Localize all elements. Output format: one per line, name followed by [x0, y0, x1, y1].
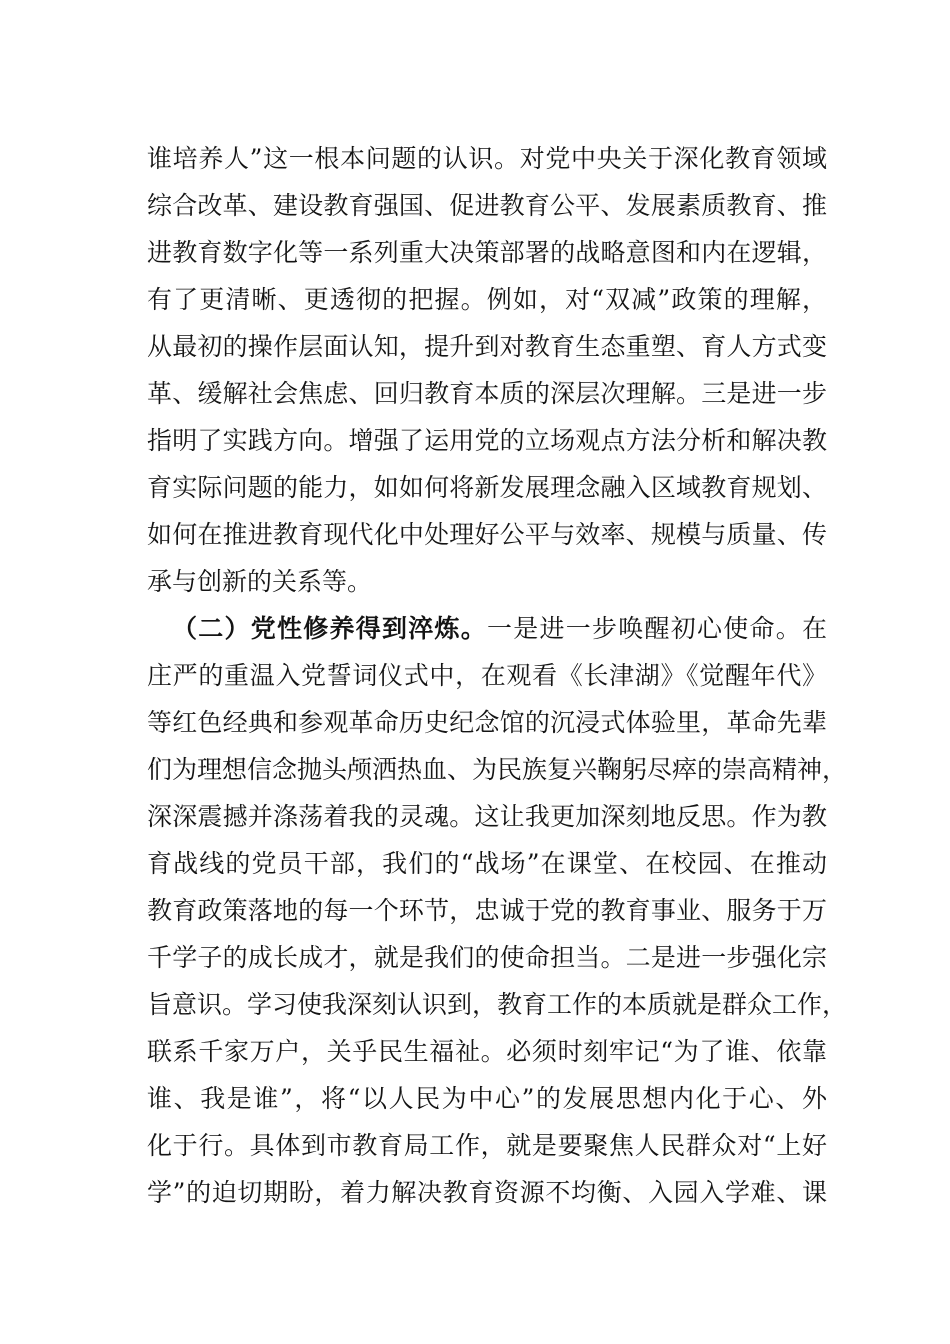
- text-line: 们为理想信念抛头颅洒热血、为民族复兴鞠躬尽瘁的崇高精神，: [147, 755, 848, 784]
- text-line: 有了更清晰、更透彻的把握。例如，对“双减”政策的理解，: [147, 285, 827, 314]
- text-line: 谁培养人”这一根本问题的认识。对党中央关于深化教育领域: [147, 144, 827, 173]
- text-line: 承与创新的关系等。: [147, 567, 373, 596]
- text-line: 育战线的党员干部，我们的“战场”在课堂、在校园、在推动: [147, 849, 827, 878]
- text-line: 进教育数字化等一系列重大决策部署的战略意图和内在逻辑，: [147, 238, 827, 267]
- text-line: 育实际问题的能力，如如何将新发展理念融入区域教育规划、: [147, 473, 827, 502]
- section-heading: （二）党性修养得到淬炼。: [172, 614, 487, 643]
- text-line: 千学子的成长成才，就是我们的使命担当。二是进一步强化宗: [147, 943, 827, 972]
- text-line: 等红色经典和参观革命历史纪念馆的沉浸式体验里，革命先辈: [147, 708, 827, 737]
- text-line: 如何在推进教育现代化中处理好公平与效率、规模与质量、传: [147, 520, 827, 549]
- text-line: 教育政策落地的每一个环节，忠诚于党的教育事业、服务于万: [147, 896, 827, 925]
- text-line: 化于行。具体到市教育局工作，就是要聚焦人民群众对“上好: [147, 1131, 827, 1160]
- text-line: 庄严的重温入党誓词仪式中，在观看《长津湖》《觉醒年代》: [147, 661, 827, 690]
- section-heading-line: [172, 610, 827, 648]
- text-line: 指明了实践方向。增强了运用党的立场观点方法分析和解决教: [147, 426, 827, 455]
- text-line: 综合改革、建设教育强国、促进教育公平、发展素质教育、推: [147, 191, 827, 220]
- text-line: 谁、我是谁”，将“以人民为中心”的发展思想内化于心、外: [147, 1084, 827, 1113]
- text-line: 旨意识。学习使我深刻认识到，教育工作的本质就是群众工作，: [147, 990, 848, 1019]
- text-line: 联系千家万户，关乎民生福祉。必须时刻牢记“为了谁、依靠: [147, 1037, 827, 1066]
- text-line: 从最初的操作层面认知，提升到对教育生态重塑、育人方式变: [147, 332, 827, 361]
- text-line: 革、缓解社会焦虑、回归教育本质的深层次理解。三是进一步: [147, 379, 827, 408]
- section-heading-rest: 一是进一步唤醒初心使命。在: [487, 614, 827, 643]
- text-line: 深深震撼并涤荡着我的灵魂。这让我更加深刻地反思。作为教: [147, 802, 827, 831]
- text-line: 学”的迫切期盼，着力解决教育资源不均衡、入园入学难、课: [147, 1178, 827, 1207]
